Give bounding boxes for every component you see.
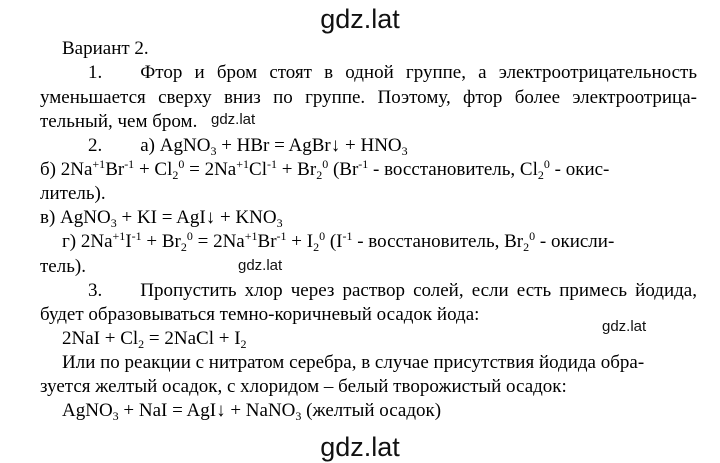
q2-a-label: а) (140, 135, 156, 156)
q3-number: 3. (88, 280, 103, 301)
q2-line-g2: тель). (40, 256, 86, 277)
q1-number: 1. (88, 62, 103, 83)
q2-g-label: г) (62, 231, 77, 252)
q2-line-a: 2. а) AgNO$_3$ + HBr = AgBr↓ + $HNO_3$ (88, 135, 408, 158)
q2-line-b2: литель). (40, 183, 106, 204)
q3-line5: зуется желтый осадок, с хлоридом – белый творожистый осадок: (40, 376, 567, 397)
watermark-mid2: gdz.lat (238, 257, 283, 274)
q2-line-v: в) AgNO$_3$ + KI = AgI↓ + $KNO_3$ (40, 207, 283, 230)
watermark-mid1: gdz.lat (211, 111, 256, 128)
q1-line3: тельный, чем бром. (40, 111, 198, 132)
q2-line-g: г) $2Na^{+1}I^{-1} + Br_2^0 = 2Na^{+1}Br^{-1} + I_2^0$ ($I^{-1}$ - восстановитель, $Br_2^0$ - окисли- (62, 229, 615, 254)
q2-v-label: в) (40, 207, 56, 228)
q2-line-b: б) $2Na^{+1}Br^{-1} + Cl_2^0 = 2Na^{+1}Cl^{-1} + Br_2^0$ ($Br^{-1}$ - восстановитель, $Cl_2^0$ - окис- (40, 157, 610, 182)
watermark-bottom: gdz.lat (320, 432, 400, 462)
q3-equation1: $2NaI + Cl_2$ = 2NaCl + $I_2$ (62, 328, 247, 351)
q1-text1: Фтор и бром стоят в одной группе, а электроотрицательность (140, 62, 697, 83)
watermark-top: gdz.lat (320, 4, 400, 34)
q3-equation2: AgNO$_3$ + NaI = AgI↓ + NaNO$_3$ (желтый осадок) (62, 400, 442, 423)
variant-title: Вариант 2. (62, 38, 149, 59)
q3-text1: Пропустить хлор через раствор солей, если есть примесь йодида, (140, 280, 697, 301)
q3-line4: Или по реакции с нитратом серебра, в случае присутствия йодида обра- (62, 352, 645, 373)
q1-line1 (62, 62, 697, 84)
q3-line1 (62, 280, 697, 302)
watermark-mid3: gdz.lat (602, 318, 647, 335)
q1-line2: уменьшается сверху вниз по группе. Поэтому, фтор более электроотрица- (40, 87, 697, 108)
q3-line2: будет образовываться темно-коричневый осадок йода: (40, 304, 480, 325)
q2-b-label: б) (40, 159, 56, 180)
q2-number: 2. (88, 135, 103, 156)
